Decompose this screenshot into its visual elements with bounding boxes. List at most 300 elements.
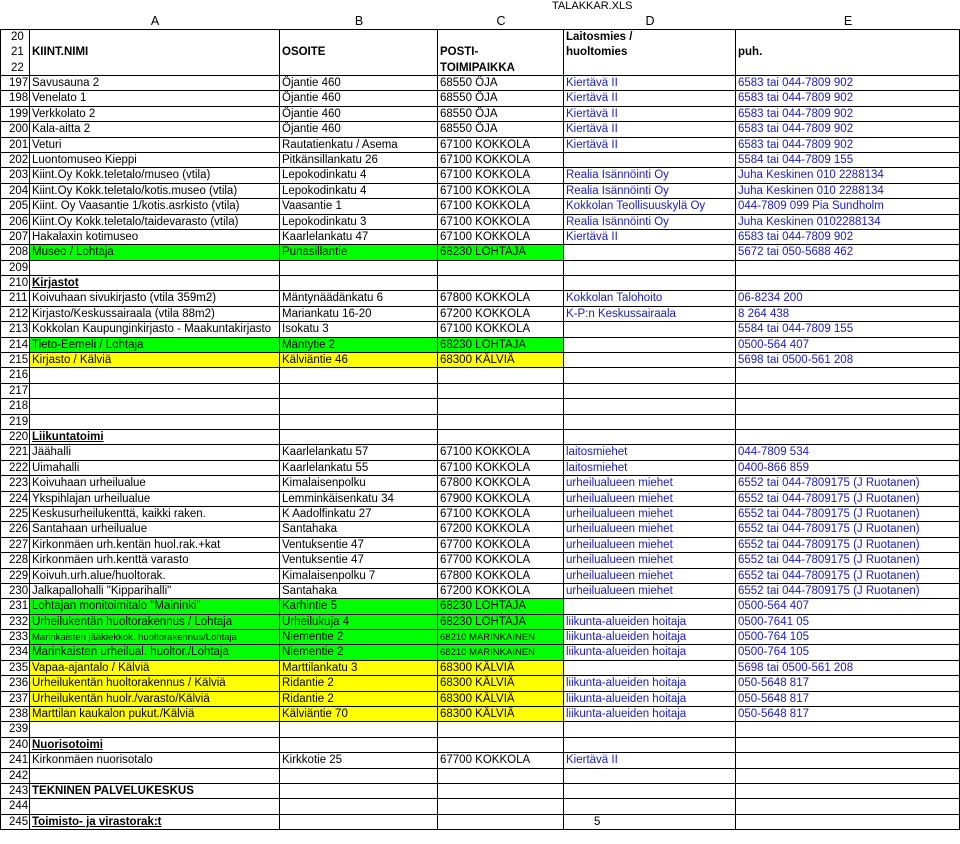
cell-c[interactable] <box>438 138 564 152</box>
cell-e[interactable] <box>736 799 960 813</box>
cell-c[interactable] <box>438 522 564 536</box>
cell-a[interactable] <box>30 199 280 213</box>
row-number[interactable]: 205 <box>0 199 30 213</box>
cell-c[interactable] <box>438 692 564 706</box>
cell-e[interactable] <box>736 261 960 275</box>
cell-a[interactable] <box>30 445 280 459</box>
cell-a[interactable] <box>30 261 280 275</box>
cell-b[interactable] <box>280 138 438 152</box>
cell-e[interactable] <box>736 753 960 767</box>
row-number[interactable]: 231 <box>0 599 30 613</box>
row-number[interactable]: 233 <box>0 630 30 644</box>
cell-d[interactable] <box>564 76 736 90</box>
cell-e[interactable] <box>736 430 960 444</box>
cell-c[interactable] <box>438 645 564 659</box>
cell-c[interactable] <box>438 353 564 367</box>
cell-b[interactable] <box>280 769 438 783</box>
cell-e[interactable] <box>736 276 960 290</box>
cell-c[interactable] <box>438 461 564 475</box>
cell-b[interactable] <box>280 507 438 521</box>
cell-d[interactable] <box>564 661 736 675</box>
cell-a[interactable] <box>30 215 280 229</box>
cell-b[interactable] <box>280 276 438 290</box>
cell-a[interactable] <box>30 569 280 583</box>
cell-d[interactable] <box>564 261 736 275</box>
cell-a[interactable] <box>30 492 280 506</box>
cell-b[interactable] <box>280 569 438 583</box>
cell-e[interactable] <box>736 245 960 259</box>
cell-d[interactable] <box>564 615 736 629</box>
cell-b[interactable] <box>280 215 438 229</box>
header-osoite[interactable] <box>280 30 438 75</box>
cell-c[interactable] <box>438 799 564 813</box>
header-kiint-nimi[interactable] <box>30 30 280 75</box>
row-number[interactable]: 227 <box>0 538 30 552</box>
cell-a[interactable] <box>30 815 280 829</box>
cell-d[interactable] <box>564 184 736 198</box>
cell-e[interactable] <box>736 615 960 629</box>
cell-e[interactable] <box>736 492 960 506</box>
cell-e[interactable] <box>736 353 960 367</box>
row-number[interactable]: 208 <box>0 245 30 259</box>
row-number[interactable]: 216 <box>0 368 30 382</box>
cell-b[interactable] <box>280 476 438 490</box>
cell-d[interactable] <box>564 322 736 336</box>
cell-b[interactable] <box>280 661 438 675</box>
cell-e[interactable] <box>736 399 960 413</box>
cell-d[interactable] <box>564 769 736 783</box>
cell-e[interactable] <box>736 291 960 305</box>
cell-d[interactable] <box>564 215 736 229</box>
row-number[interactable]: 228 <box>0 553 30 567</box>
cell-a[interactable] <box>30 630 280 644</box>
cell-b[interactable] <box>280 122 438 136</box>
row-number[interactable]: 201 <box>0 138 30 152</box>
row-number[interactable]: 241 <box>0 753 30 767</box>
cell-c[interactable] <box>438 676 564 690</box>
cell-b[interactable] <box>280 338 438 352</box>
cell-b[interactable] <box>280 799 438 813</box>
cell-b[interactable] <box>280 630 438 644</box>
cell-c[interactable] <box>438 261 564 275</box>
cell-a[interactable] <box>30 645 280 659</box>
cell-e[interactable] <box>736 461 960 475</box>
cell-c[interactable] <box>438 445 564 459</box>
cell-e[interactable] <box>736 692 960 706</box>
cell-a[interactable] <box>30 738 280 752</box>
cell-b[interactable] <box>280 430 438 444</box>
cell-e[interactable] <box>736 661 960 675</box>
cell-a[interactable] <box>30 184 280 198</box>
cell-c[interactable] <box>438 584 564 598</box>
cell-e[interactable] <box>736 230 960 244</box>
row-number[interactable]: 242 <box>0 769 30 783</box>
cell-c[interactable] <box>438 230 564 244</box>
cell-d[interactable] <box>564 276 736 290</box>
cell-b[interactable] <box>280 322 438 336</box>
cell-e[interactable] <box>736 707 960 721</box>
cell-e[interactable] <box>736 168 960 182</box>
cell-c[interactable] <box>438 784 564 798</box>
cell-c[interactable] <box>438 707 564 721</box>
cell-c[interactable] <box>438 322 564 336</box>
row-number[interactable]: 207 <box>0 230 30 244</box>
cell-a[interactable] <box>30 476 280 490</box>
cell-a[interactable] <box>30 353 280 367</box>
cell-a[interactable] <box>30 753 280 767</box>
cell-d[interactable] <box>564 692 736 706</box>
cell-b[interactable] <box>280 692 438 706</box>
cell-e[interactable] <box>736 784 960 798</box>
row-number[interactable]: 232 <box>0 615 30 629</box>
cell-e[interactable] <box>736 522 960 536</box>
cell-d[interactable] <box>564 461 736 475</box>
cell-c[interactable] <box>438 753 564 767</box>
column-header-b[interactable]: B <box>280 12 438 30</box>
cell-e[interactable] <box>736 738 960 752</box>
cell-c[interactable] <box>438 769 564 783</box>
cell-a[interactable] <box>30 322 280 336</box>
cell-b[interactable] <box>280 415 438 429</box>
row-number[interactable]: 197 <box>0 76 30 90</box>
cell-b[interactable] <box>280 261 438 275</box>
cell-a[interactable] <box>30 245 280 259</box>
row-number[interactable]: 237 <box>0 692 30 706</box>
row-number[interactable]: 212 <box>0 307 30 321</box>
cell-e[interactable] <box>736 507 960 521</box>
row-number[interactable]: 210 <box>0 276 30 290</box>
row-number[interactable]: 224 <box>0 492 30 506</box>
cell-a[interactable] <box>30 307 280 321</box>
row-number[interactable]: 243 <box>0 784 30 798</box>
cell-a[interactable] <box>30 707 280 721</box>
row-number[interactable]: 235 <box>0 661 30 675</box>
cell-c[interactable] <box>438 338 564 352</box>
cell-a[interactable] <box>30 430 280 444</box>
row-number[interactable]: 220 <box>0 430 30 444</box>
cell-a[interactable] <box>30 122 280 136</box>
cell-c[interactable] <box>438 507 564 521</box>
cell-e[interactable] <box>736 676 960 690</box>
cell-d[interactable] <box>564 445 736 459</box>
row-number[interactable]: 202 <box>0 153 30 167</box>
cell-d[interactable] <box>564 599 736 613</box>
cell-d[interactable] <box>564 553 736 567</box>
cell-e[interactable] <box>736 199 960 213</box>
cell-c[interactable] <box>438 538 564 552</box>
row-number[interactable]: 219 <box>0 415 30 429</box>
cell-b[interactable] <box>280 522 438 536</box>
cell-c[interactable] <box>438 476 564 490</box>
cell-c[interactable] <box>438 153 564 167</box>
cell-e[interactable] <box>736 415 960 429</box>
cell-a[interactable] <box>30 461 280 475</box>
cell-a[interactable] <box>30 615 280 629</box>
cell-e[interactable] <box>736 445 960 459</box>
cell-e[interactable] <box>736 338 960 352</box>
row-number[interactable]: 211 <box>0 291 30 305</box>
cell-a[interactable] <box>30 138 280 152</box>
cell-e[interactable] <box>736 107 960 121</box>
cell-d[interactable] <box>564 522 736 536</box>
column-header-e[interactable]: E <box>736 12 960 30</box>
cell-e[interactable] <box>736 215 960 229</box>
cell-c[interactable] <box>438 815 564 829</box>
cell-b[interactable] <box>280 368 438 382</box>
cell-a[interactable] <box>30 76 280 90</box>
cell-a[interactable] <box>30 338 280 352</box>
cell-b[interactable] <box>280 599 438 613</box>
cell-c[interactable] <box>438 599 564 613</box>
row-number[interactable]: 221 <box>0 445 30 459</box>
row-number[interactable]: 229 <box>0 569 30 583</box>
cell-b[interactable] <box>280 107 438 121</box>
row-number[interactable]: 222 <box>0 461 30 475</box>
cell-e[interactable] <box>736 584 960 598</box>
cell-e[interactable] <box>736 368 960 382</box>
cell-d[interactable] <box>564 384 736 398</box>
row-number[interactable]: 238 <box>0 707 30 721</box>
cell-b[interactable] <box>280 76 438 90</box>
cell-a[interactable] <box>30 107 280 121</box>
cell-d[interactable] <box>564 368 736 382</box>
cell-d[interactable] <box>564 569 736 583</box>
cell-d[interactable] <box>564 476 736 490</box>
cell-c[interactable] <box>438 76 564 90</box>
cell-a[interactable] <box>30 784 280 798</box>
cell-b[interactable] <box>280 707 438 721</box>
cell-d[interactable] <box>564 338 736 352</box>
cell-b[interactable] <box>280 815 438 829</box>
cell-a[interactable] <box>30 415 280 429</box>
cell-d[interactable] <box>564 630 736 644</box>
cell-b[interactable] <box>280 184 438 198</box>
cell-c[interactable] <box>438 615 564 629</box>
cell-c[interactable] <box>438 276 564 290</box>
cell-b[interactable] <box>280 307 438 321</box>
cell-a[interactable] <box>30 799 280 813</box>
cell-a[interactable] <box>30 399 280 413</box>
row-number[interactable]: 198 <box>0 91 30 105</box>
cell-a[interactable] <box>30 769 280 783</box>
row-number[interactable]: 244 <box>0 799 30 813</box>
cell-b[interactable] <box>280 615 438 629</box>
cell-c[interactable] <box>438 661 564 675</box>
cell-d[interactable] <box>564 153 736 167</box>
cell-b[interactable] <box>280 584 438 598</box>
cell-b[interactable] <box>280 445 438 459</box>
row-number[interactable]: 236 <box>0 676 30 690</box>
header-puh[interactable] <box>736 30 960 75</box>
cell-d[interactable] <box>564 353 736 367</box>
row-number[interactable]: 225 <box>0 507 30 521</box>
cell-a[interactable] <box>30 168 280 182</box>
cell-c[interactable] <box>438 199 564 213</box>
cell-a[interactable] <box>30 291 280 305</box>
cell-a[interactable] <box>30 584 280 598</box>
cell-b[interactable] <box>280 168 438 182</box>
cell-d[interactable] <box>564 138 736 152</box>
cell-e[interactable] <box>736 91 960 105</box>
cell-e[interactable] <box>736 645 960 659</box>
row-number[interactable]: 214 <box>0 338 30 352</box>
cell-b[interactable] <box>280 291 438 305</box>
cell-d[interactable] <box>564 707 736 721</box>
cell-e[interactable] <box>736 184 960 198</box>
cell-c[interactable] <box>438 553 564 567</box>
cell-d[interactable] <box>564 291 736 305</box>
cell-a[interactable] <box>30 522 280 536</box>
cell-a[interactable] <box>30 661 280 675</box>
cell-e[interactable] <box>736 599 960 613</box>
cell-d[interactable] <box>564 230 736 244</box>
cell-d[interactable] <box>564 415 736 429</box>
cell-d[interactable] <box>564 307 736 321</box>
cell-c[interactable] <box>438 245 564 259</box>
row-number[interactable]: 213 <box>0 322 30 336</box>
cell-d[interactable] <box>564 584 736 598</box>
cell-b[interactable] <box>280 492 438 506</box>
row-number[interactable]: 204 <box>0 184 30 198</box>
cell-d[interactable] <box>564 815 736 829</box>
row-number[interactable]: 223 <box>0 476 30 490</box>
cell-d[interactable] <box>564 507 736 521</box>
cell-e[interactable] <box>736 630 960 644</box>
cell-b[interactable] <box>280 353 438 367</box>
cell-a[interactable] <box>30 153 280 167</box>
cell-c[interactable] <box>438 430 564 444</box>
cell-c[interactable] <box>438 368 564 382</box>
cell-a[interactable] <box>30 676 280 690</box>
cell-b[interactable] <box>280 384 438 398</box>
cell-b[interactable] <box>280 645 438 659</box>
cell-d[interactable] <box>564 753 736 767</box>
cell-d[interactable] <box>564 91 736 105</box>
cell-b[interactable] <box>280 722 438 736</box>
cell-c[interactable] <box>438 399 564 413</box>
cell-e[interactable] <box>736 553 960 567</box>
cell-d[interactable] <box>564 199 736 213</box>
cell-e[interactable] <box>736 476 960 490</box>
cell-a[interactable] <box>30 230 280 244</box>
row-number[interactable]: 215 <box>0 353 30 367</box>
cell-e[interactable] <box>736 538 960 552</box>
cell-c[interactable] <box>438 291 564 305</box>
cell-e[interactable] <box>736 722 960 736</box>
cell-c[interactable] <box>438 184 564 198</box>
column-header-d[interactable]: D <box>564 12 736 30</box>
cell-b[interactable] <box>280 553 438 567</box>
cell-d[interactable] <box>564 676 736 690</box>
cell-c[interactable] <box>438 168 564 182</box>
cell-b[interactable] <box>280 153 438 167</box>
row-number[interactable]: 209 <box>0 261 30 275</box>
cell-e[interactable] <box>736 76 960 90</box>
cell-b[interactable] <box>280 199 438 213</box>
cell-a[interactable] <box>30 722 280 736</box>
cell-b[interactable] <box>280 784 438 798</box>
cell-e[interactable] <box>736 384 960 398</box>
cell-e[interactable] <box>736 769 960 783</box>
cell-c[interactable] <box>438 738 564 752</box>
header-postitoimipaikka[interactable] <box>438 30 564 75</box>
cell-c[interactable] <box>438 415 564 429</box>
row-number[interactable]: 200 <box>0 122 30 136</box>
cell-d[interactable] <box>564 430 736 444</box>
cell-d[interactable] <box>564 645 736 659</box>
cell-e[interactable] <box>736 815 960 829</box>
row-number[interactable]: 239 <box>0 722 30 736</box>
cell-d[interactable] <box>564 738 736 752</box>
cell-c[interactable] <box>438 307 564 321</box>
cell-a[interactable] <box>30 384 280 398</box>
cell-a[interactable] <box>30 368 280 382</box>
cell-d[interactable] <box>564 538 736 552</box>
cell-d[interactable] <box>564 107 736 121</box>
cell-e[interactable] <box>736 153 960 167</box>
cell-b[interactable] <box>280 676 438 690</box>
row-number[interactable]: 218 <box>0 399 30 413</box>
row-number[interactable]: 226 <box>0 522 30 536</box>
header-laitosmies[interactable] <box>564 30 736 75</box>
row-number[interactable]: 234 <box>0 645 30 659</box>
cell-b[interactable] <box>280 738 438 752</box>
row-number[interactable]: 245 <box>0 815 30 829</box>
column-header-a[interactable]: A <box>30 12 280 30</box>
cell-c[interactable] <box>438 722 564 736</box>
cell-a[interactable] <box>30 507 280 521</box>
cell-d[interactable] <box>564 399 736 413</box>
cell-d[interactable] <box>564 722 736 736</box>
cell-c[interactable] <box>438 569 564 583</box>
cell-c[interactable] <box>438 630 564 644</box>
cell-c[interactable] <box>438 492 564 506</box>
cell-c[interactable] <box>438 215 564 229</box>
cell-a[interactable] <box>30 91 280 105</box>
cell-b[interactable] <box>280 399 438 413</box>
cell-a[interactable] <box>30 276 280 290</box>
row-number[interactable]: 199 <box>0 107 30 121</box>
cell-e[interactable] <box>736 138 960 152</box>
cell-c[interactable] <box>438 91 564 105</box>
cell-e[interactable] <box>736 322 960 336</box>
cell-b[interactable] <box>280 91 438 105</box>
cell-c[interactable] <box>438 122 564 136</box>
cell-d[interactable] <box>564 492 736 506</box>
cell-e[interactable] <box>736 122 960 136</box>
cell-c[interactable] <box>438 384 564 398</box>
cell-d[interactable] <box>564 168 736 182</box>
row-number[interactable]: 203 <box>0 168 30 182</box>
cell-d[interactable] <box>564 799 736 813</box>
cell-b[interactable] <box>280 461 438 475</box>
cell-b[interactable] <box>280 245 438 259</box>
row-number[interactable]: 230 <box>0 584 30 598</box>
row-number[interactable]: 206 <box>0 215 30 229</box>
cell-d[interactable] <box>564 245 736 259</box>
cell-b[interactable] <box>280 538 438 552</box>
cell-b[interactable] <box>280 230 438 244</box>
cell-a[interactable] <box>30 599 280 613</box>
cell-c[interactable] <box>438 107 564 121</box>
row-number[interactable]: 240 <box>0 738 30 752</box>
cell-e[interactable] <box>736 569 960 583</box>
cell-d[interactable] <box>564 122 736 136</box>
cell-a[interactable] <box>30 692 280 706</box>
row-number[interactable]: 217 <box>0 384 30 398</box>
cell-a[interactable] <box>30 538 280 552</box>
cell-a[interactable] <box>30 553 280 567</box>
